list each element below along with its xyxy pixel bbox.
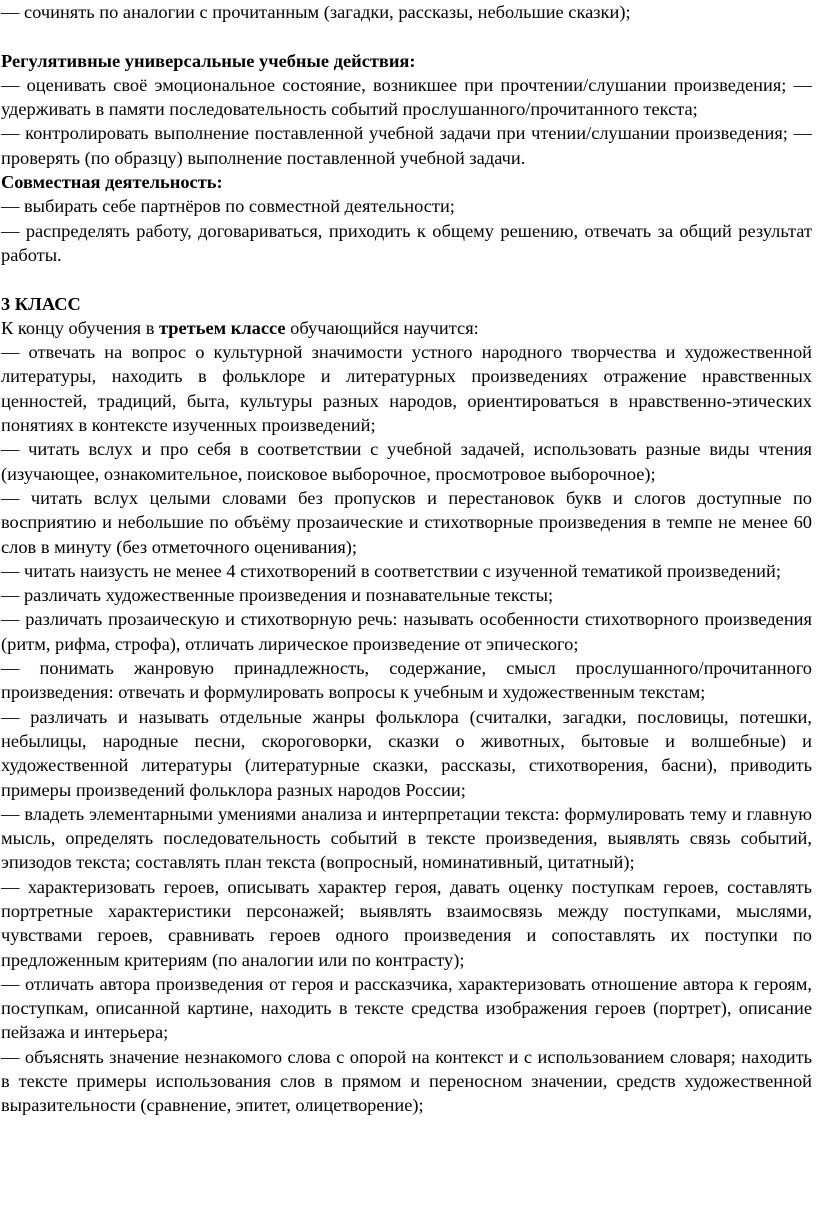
intro-text: обучающийся научится:: [285, 317, 479, 338]
grade3-intro: [1, 316, 812, 340]
spacer: [1, 24, 812, 48]
list-item: — различать и называть отдельные жанры фольклора (считалки, загадки, пословицы, потешки, небылицы, народные песни, скороговорки, сказки о животных, бытовые и волшебные) и художественной литературы (литературные сказки, рассказы, стихотворения, басни), приводить примеры произведений фольклора разных народов России;: [1, 706, 812, 800]
list-item: — читать наизусть не менее 4 стихотворений в соответствии с изученной тематикой произведений;: [1, 560, 781, 581]
list-item: — различать художественные произведения и познавательные тексты;: [1, 585, 554, 606]
list-item: — характеризовать героев, описывать характер героя, давать оценку поступкам героев, составлять портретные характеристики персонажей; выявлять взаимосвязь между поступками, мыслями, чувствами героев, сравнивать героев одного произведения и сопоставлять их поступки по предложенным критериям (по аналогии или по контрасту);: [1, 876, 812, 970]
spacer: [1, 267, 812, 291]
list-item: — владеть элементарными умениями анализа и интерпретации текста: формулировать тему и главную мысль, определять последовательность событий в тексте произведения, выявлять связь событий, эпизодов текста; составлять план текста (вопросный, номинативный, цитатный);: [1, 803, 812, 873]
section-heading-grade3: 3 КЛАСС: [1, 293, 81, 314]
list-item: — отличать автора произведения от героя и рассказчика, характеризовать отношение автора к героям, поступкам, описанной картине, находить в тексте средства изображения героев (портрет), описание пейзажа и интерьера;: [1, 973, 812, 1043]
list-item: — выбирать себе партнёров по совместной деятельности;: [1, 196, 455, 217]
list-item: — читать вслух целыми словами без пропусков и перестановок букв и слогов доступные по восприятию и небольшие по объёму прозаические и стихотворные произведения в темпе не менее 60 слов в минуту (без отметочного оценивания);: [1, 487, 812, 557]
list-item: — различать прозаическую и стихотворную речь: называть особенности стихотворного произведения (ритм, рифма, строфа), отличать лирическое произведение от эпического;: [1, 609, 812, 654]
list-item: — отвечать на вопрос о культурной значимости устного народного творчества и художественной литературы, находить в фольклоре и литературных произведениях отражение нравственных ценностей, традиций, быта, культуры разных народов, ориентироваться в нравственно-этических понятиях в контексте изученных произведений;: [1, 342, 812, 436]
intro-bold-text: третьем классе: [159, 317, 286, 338]
list-item: — объяснять значение незнакомого слова с опорой на контекст и с использованием словаря; находить в тексте примеры использования слов в прямом и переносном значении, средств художественной выразительности (сравнение, эпитет, олицетворение);: [1, 1046, 812, 1116]
section-heading-regulatory: Регулятивные универсальные учебные действия:: [1, 50, 416, 71]
section-heading-joint: Совместная деятельность:: [1, 172, 223, 193]
list-item: — понимать жанровую принадлежность, содержание, смысл прослушанного/прочитанного произведения: отвечать и формулировать вопросы к учебным и художественным текстам;: [1, 658, 812, 703]
list-item: — оценивать своё эмоциональное состояние, возникшее при прочтении/слушании произведения; — удерживать в памяти последовательность событий прослушанного/прочитанного текста;: [1, 74, 812, 120]
intro-text: К концу обучения в: [1, 317, 160, 338]
list-item: — читать вслух и про себя в соответствии с учебной задачей, использовать разные виды чтения (изучающее, ознакомительное, поисковое выборочное, просмотровое выборочное);: [1, 439, 812, 484]
list-item: — сочинять по аналогии с прочитанным (загадки, рассказы, небольшие сказки);: [1, 2, 631, 22]
list-item: — контролировать выполнение поставленной учебной задачи при чтении/слушании произведения; — проверять (по образцу) выполнение поставленной учебной задачи.: [1, 123, 812, 168]
list-item: — распределять работу, договариваться, приходить к общему решению, отвечать за общий результат работы.: [1, 220, 812, 265]
